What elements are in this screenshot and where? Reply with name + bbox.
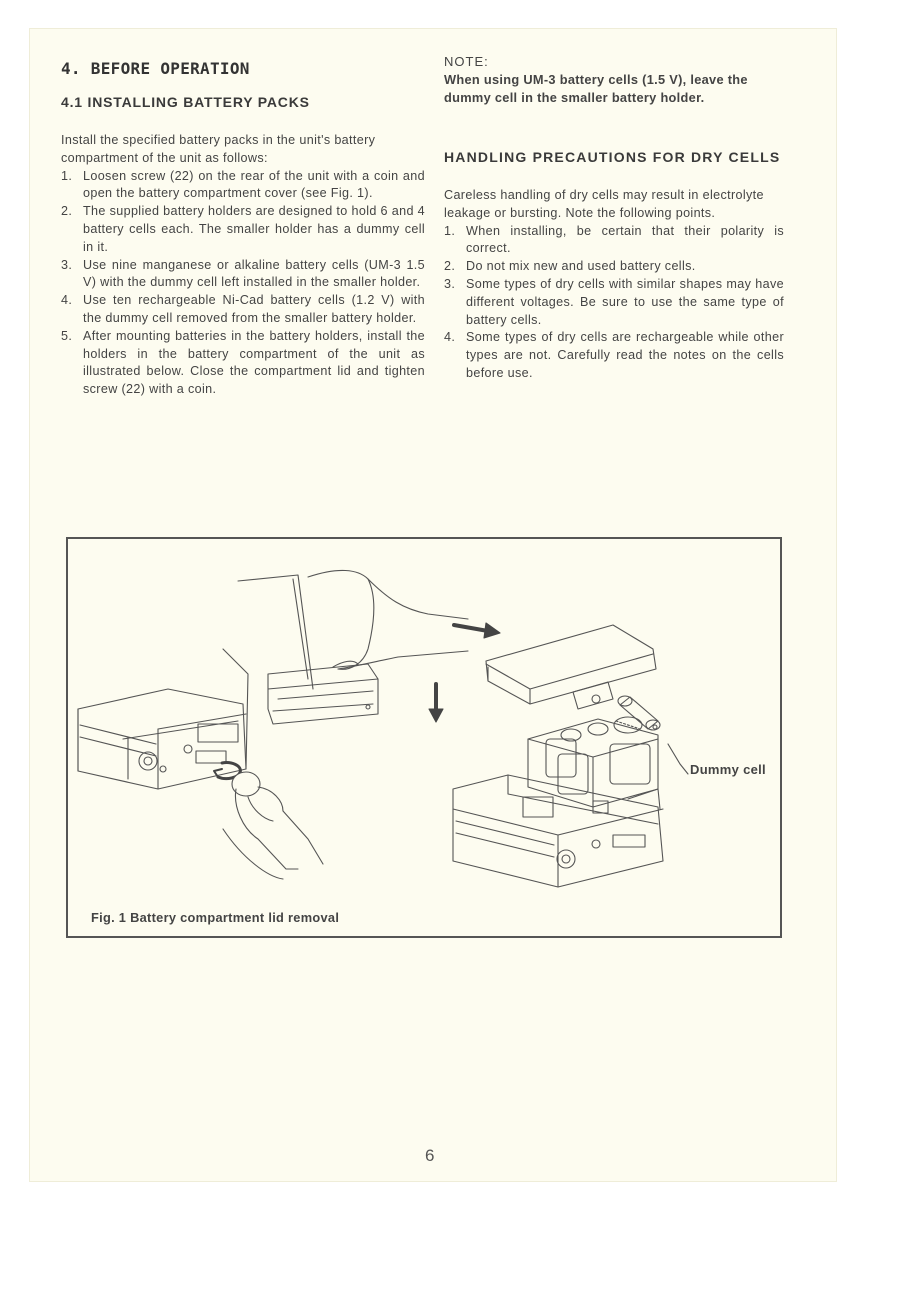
point-item: [444, 276, 784, 329]
step-text: Use nine manganese or alkaline battery cells (UM-3 1.5 V) with the dummy cell left installed in the smaller holder.: [83, 257, 425, 290]
manual-page: [29, 28, 837, 1182]
radio-unit-left: [78, 649, 248, 789]
note-title: NOTE:: [444, 54, 489, 69]
step-number: 5.: [61, 328, 73, 343]
step-number: 4.: [61, 293, 73, 308]
note-text: When using UM-3 battery cells (1.5 V), leave the dummy cell in the smaller battery holder.: [444, 72, 748, 105]
direction-arrows: [429, 623, 500, 722]
figure-battery-lid: [66, 537, 782, 938]
step-item: [61, 203, 425, 256]
step-number: 3.: [61, 257, 73, 272]
point-item: [444, 258, 784, 276]
step-item: [61, 328, 425, 399]
dummy-cell-label: Dummy cell: [690, 762, 766, 777]
point-number: 1.: [444, 223, 456, 238]
figure-caption: Fig. 1 Battery compartment lid removal: [91, 910, 340, 925]
subsection-title: 4.1 INSTALLING BATTERY PACKS: [61, 94, 310, 110]
section-title: 4. BEFORE OPERATION: [61, 59, 250, 78]
step-item: [61, 168, 425, 204]
point-item: [444, 223, 784, 259]
hand-with-coin: [214, 763, 323, 879]
step-text: Loosen screw (22) on the rear of the unit with a coin and open the battery compartment cover (see Fig. 1).: [83, 168, 425, 201]
radio-unit-top: [238, 570, 468, 724]
step-item: [61, 257, 425, 293]
point-number: 3.: [444, 276, 456, 291]
handling-points: [444, 223, 784, 383]
intro-paragraph: Install the specified battery packs in the unit's battery compartment of the unit as follows:: [61, 133, 376, 165]
point-text: Some types of dry cells with similar shapes may have different voltages. Be sure to use the same type of battery cells.: [466, 276, 784, 327]
point-number: 4.: [444, 330, 456, 345]
dummy-cell-icon: [618, 696, 688, 774]
point-text: Some types of dry cells are rechargeable while other types are not. Carefully read the notes on the cells before use.: [466, 330, 784, 380]
point-text: When installing, be certain that their polarity is correct.: [466, 223, 784, 256]
step-text: After mounting batteries in the battery holders, install the holders in the battery compartment of the unit as illustrated below. Close the compartment lid and tighten screw (22) with a coin.: [83, 328, 425, 397]
right-column: [444, 54, 784, 383]
step-text: The supplied battery holders are designed to hold 6 and 4 battery cells each. The smaller holder has a dummy cell in it.: [83, 204, 426, 254]
step-item: [61, 292, 425, 328]
battery-lid: [486, 625, 656, 709]
step-text: Use ten rechargeable Ni-Cad battery cells (1.2 V) with the dummy cell removed from the smaller battery holder.: [83, 293, 425, 325]
left-column: [61, 59, 425, 399]
installation-steps: [61, 168, 425, 399]
point-text: Do not mix new and used battery cells.: [466, 259, 696, 274]
point-number: 2.: [444, 259, 456, 274]
point-item: [444, 329, 784, 382]
page-number: 6: [425, 1146, 435, 1165]
battery-illustration: [68, 539, 780, 936]
step-number: 1.: [61, 168, 73, 183]
handling-title: HANDLING PRECAUTIONS FOR DRY CELLS: [444, 149, 781, 165]
step-number: 2.: [61, 204, 73, 219]
handling-intro: Careless handling of dry cells may result in electrolyte leakage or bursting. Note the following points.: [444, 188, 764, 220]
